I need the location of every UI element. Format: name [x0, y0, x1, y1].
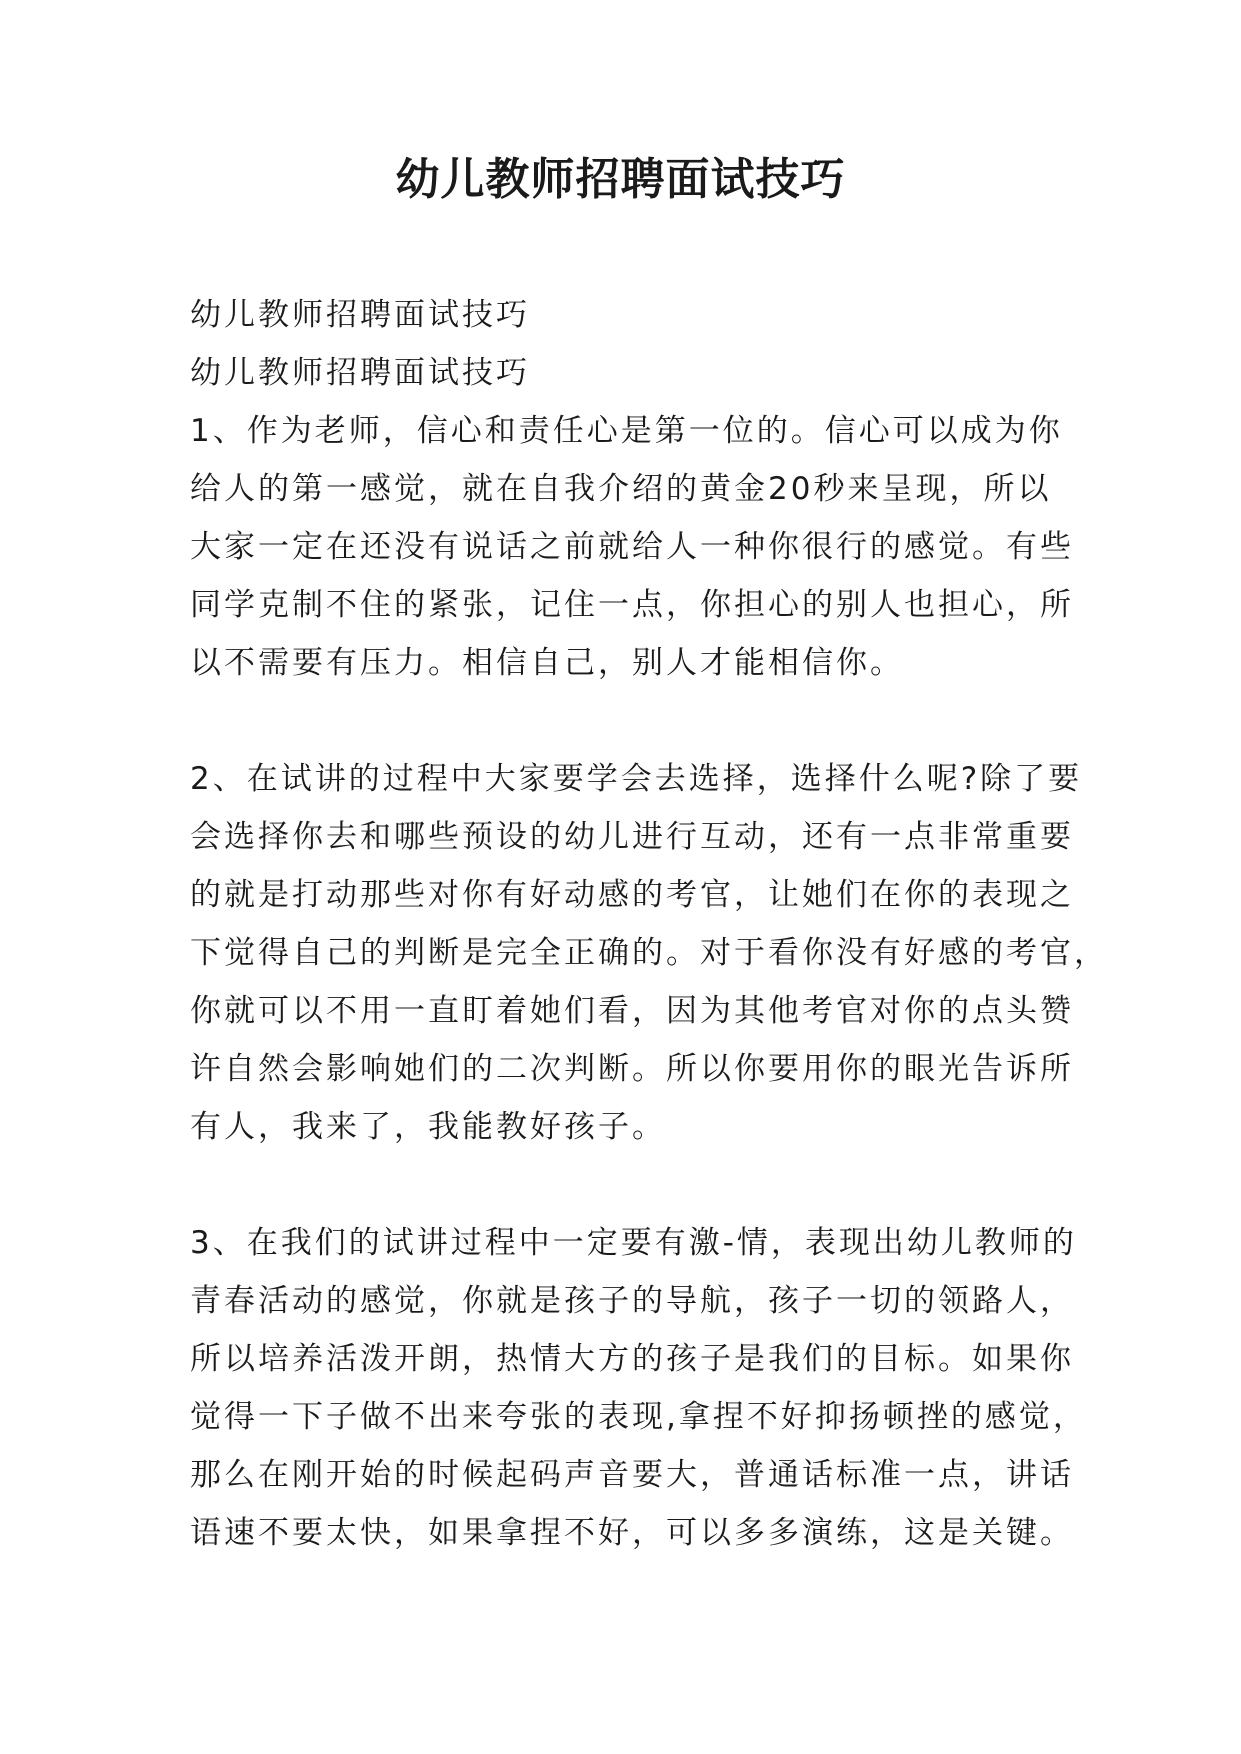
subtitle-line: 幼儿教师招聘面试技巧 — [190, 355, 530, 391]
paragraph-line: 青春活动的感觉，你就是孩子的导航，孩子一切的领路人， — [190, 1283, 1074, 1319]
paragraph-line: 有人，我来了，我能教好孩子。 — [190, 1109, 666, 1145]
paragraph-line: 的就是打动那些对你有好动感的考官，让她们在你的表现之 — [190, 877, 1074, 913]
paragraph-line: 以不需要有压力。相信自己，别人才能相信你。 — [190, 645, 904, 681]
paragraph-line: 大家一定在还没有说话之前就给人一种你很行的感觉。有些 — [190, 529, 1074, 565]
paragraph-line: 1、作为老师，信心和责任心是第一位的。信心可以成为你 — [190, 413, 1063, 449]
paragraph-spacer — [190, 692, 1070, 750]
paragraph-line: 许自然会影响她们的二次判断。所以你要用你的眼光告诉所 — [190, 1051, 1074, 1087]
paragraph-line: 那么在刚开始的时候起码声音要大，普通话标准一点，讲话 — [190, 1457, 1074, 1493]
paragraph-line: 3、在我们的试讲过程中一定要有激-情，表现出幼儿教师的 — [190, 1225, 1077, 1261]
paragraph-line: 觉得一下子做不出来夸张的表现,拿捏不好抑扬顿挫的感觉， — [190, 1399, 1087, 1435]
document-body — [190, 286, 1108, 1562]
paragraph-2 — [190, 750, 1108, 1156]
paragraph-line: 语速不要太快，如果拿捏不好，可以多多演练，这是关键。 — [190, 1515, 1074, 1551]
paragraph-spacer — [190, 1156, 1070, 1214]
paragraph-line: 所以培养活泼开朗，热情大方的孩子是我们的目标。如果你 — [190, 1341, 1074, 1377]
paragraph-line: 你就可以不用一直盯着她们看，因为其他考官对你的点头赞 — [190, 993, 1074, 1029]
paragraph-1 — [190, 402, 1074, 692]
paragraph-line: 给人的第一感觉，就在自我介绍的黄金20秒来呈现，所以 — [190, 471, 1052, 507]
paragraph-3 — [190, 1214, 1087, 1562]
paragraph-line: 同学克制不住的紧张，记住一点，你担心的别人也担心，所 — [190, 587, 1074, 623]
paragraph-line: 下觉得自己的判断是完全正确的。对于看你没有好感的考官， — [190, 935, 1108, 971]
paragraph-line: 2、在试讲的过程中大家要学会去选择，选择什么呢?除了要 — [190, 761, 1083, 797]
document-title: 幼儿教师招聘面试技巧 — [395, 154, 846, 205]
paragraph-line: 会选择你去和哪些预设的幼儿进行互动，还有一点非常重要 — [190, 819, 1074, 855]
subtitle-line: 幼儿教师招聘面试技巧 — [190, 297, 530, 333]
